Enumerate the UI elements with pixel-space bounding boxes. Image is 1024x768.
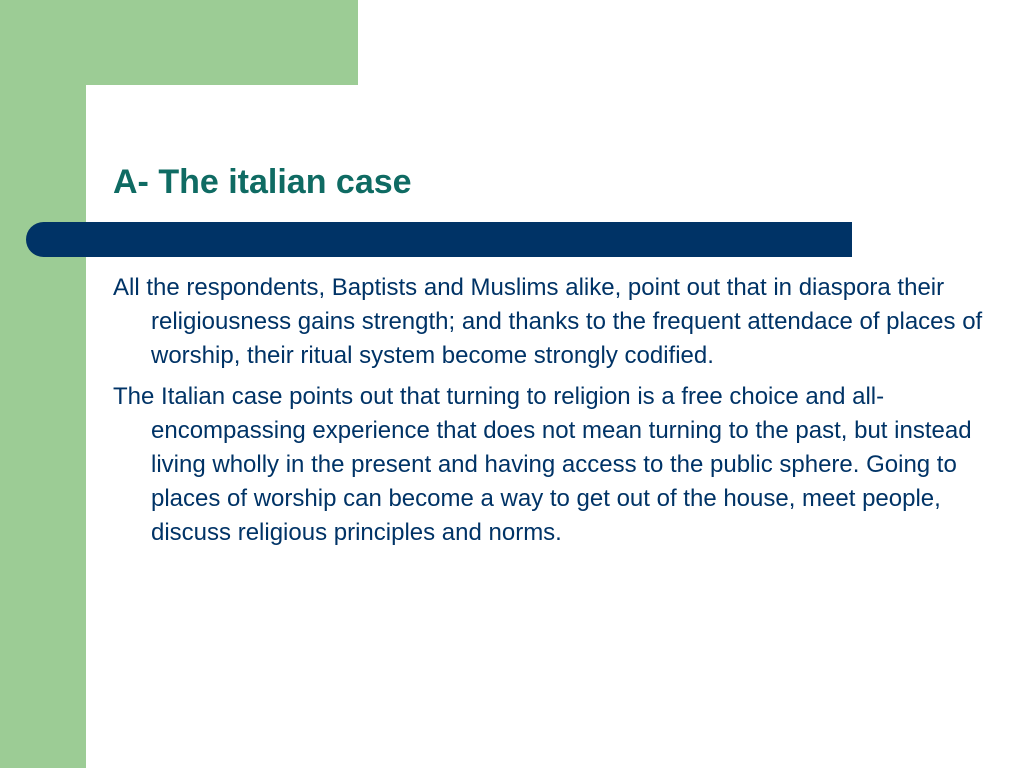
body-paragraph-respondents: All the respondents, Baptists and Muslims alike, point out that in diaspora their religiousness gains strength; and thanks to the frequent attendace of places of worship, their ritual system become strongly codified. — [113, 274, 983, 369]
slide-title: A- The italian case — [113, 163, 412, 201]
body-paragraph-italian-case: The Italian case points out that turning to religion is a free choice and all-encompassing experience that does not mean turning to the past, but instead living wholly in the present and having access to the public sphere. Going to places of worship can become a way to get out of the house, meet people, discuss religious principles and norms. — [113, 383, 972, 546]
slide-body — [113, 271, 993, 557]
decorative-green-top-block — [86, 0, 358, 85]
decorative-green-side-bar — [0, 0, 86, 768]
title-divider-bar — [26, 222, 852, 257]
